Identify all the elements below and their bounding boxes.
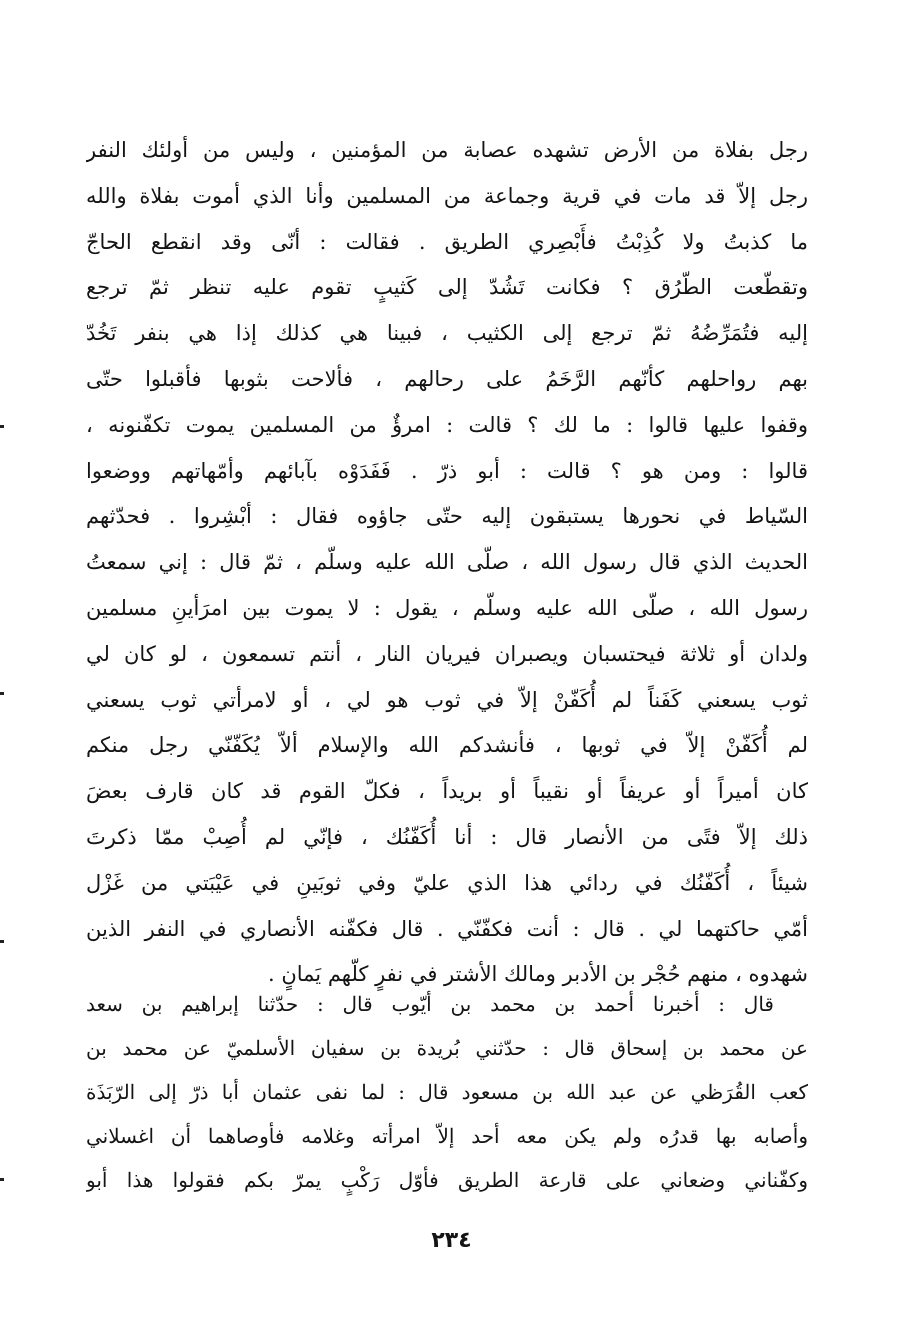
text-line: شهدوه ، منهم حُجْر بن الأدبر ومالك الأشتر في نفرٍ كلّهم يَمانٍ . [267, 962, 808, 987]
paragraph-1 [86, 128, 808, 998]
text-line: بهم رواحلهم كأنّهم الرَّخَمُ على رحالهم ، فألاحت بثوبها فأقبلوا حتّى [86, 366, 808, 391]
text-line: قالوا : ومن هو ؟ قالت : أبو ذرّ . فَفَدَوْه بآبائهم وأمّهاتهم ووضعوا [86, 458, 808, 483]
text-line: أمّي حاكتهما لي . قال : أنت فكفّنّي . قال فكفّنه الأنصاري في النفر الذين [86, 916, 808, 941]
text-line: ثوب يسعني كَفَناً لم أُكَفّنْ إلاّ في ثوب هو لي ، أو لامرأتي ثوب يسعني [86, 687, 808, 712]
paragraph-2 [86, 982, 808, 1202]
text-line: ولدان أو ثلاثة فيحتسبان ويصبران فيريان النار ، أنتم تسمعون ، لو كان لي [86, 641, 808, 666]
scan-margin-mark [0, 1178, 4, 1181]
text-line: ذلك إلاّ فتًى من الأنصار قال : أنا أُكَفّنُك ، فإنّي لم أُصِبْ ممّا ذكرتَ [86, 824, 808, 849]
text-line: كعب القُرَظي عن عبد الله بن مسعود قال : لما نفى عثمان أبا ذرّ إلى الرّبَذَة [86, 1080, 808, 1104]
scan-margin-mark [0, 425, 4, 428]
text-line: وأصابه بها قدرُه ولم يكن معه أحد إلاّ امرأته وغلامه فأوصاهما أن اغسلاني [86, 1124, 808, 1148]
scan-margin-mark [0, 692, 4, 695]
text-line: إليه فتُمَرِّضُهُ ثمّ ترجع إلى الكثيب ، فبينا هي كذلك إذا هي بنفر تَخُدّ [86, 321, 808, 346]
text-line: وكفّناني وضعاني على قارعة الطريق فأوّل رَكْبٍ يمرّ بكم فقولوا هذا أبو [86, 1168, 808, 1192]
text-line: ما كذبتُ ولا كُذِبْتُ فأَبْصِري الطريق . فقالت : أنّى وقد انقطع الحاجّ [86, 229, 808, 254]
text-line: الحديث الذي قال رسول الله ، صلّى الله عليه وسلّم ، ثمّ قال : إني سمعتُ [86, 550, 808, 575]
text-line: رجل إلاّ قد مات في قرية وجماعة من المسلمين وأنا الذي أموت بفلاة والله [86, 183, 808, 208]
text-line: رجل بفلاة من الأرض تشهده عصابة من المؤمنين ، وليس من أولئك النفر [86, 138, 808, 162]
text-line: لم أُكَفّنْ إلاّ في ثوبها ، فأنشدكم الله والإسلام ألاّ يُكَفّنّي رجل منكم [86, 733, 808, 758]
page-number: ٢٣٤ [431, 1228, 472, 1253]
text-line: عن محمد بن إسحاق قال : حدّثني بُريدة بن سفيان الأسلميّ عن محمد بن [86, 1036, 808, 1060]
text-line: السّياط في نحورها يستبقون إليه حتّى جاؤوه فقال : أبْشِروا . فحدّثهم [86, 504, 808, 529]
text-line: شيئاً ، أُكَفّنُك في ردائي هذا الذي عليّ وفي ثوبَينِ في عَيْبَتي من غَزْل [86, 870, 808, 895]
text-line: كان أميراً أو عريفاً أو نقيباً أو بريداً ، فكلّ القوم قد كان قارف بعضَ [86, 779, 808, 804]
text-line: رسول الله ، صلّى الله عليه وسلّم ، يقول : لا يموت بين امرَأينِ مسلمين [86, 595, 808, 620]
text-line: قال : أخبرنا أحمد بن محمد بن أيّوب قال : حدّثنا إبراهيم بن سعد [86, 992, 774, 1016]
scan-margin-mark [0, 940, 4, 943]
text-line: وقفوا عليها قالوا : ما لك ؟ قالت : امرؤٌ من المسلمين يموت تكفّنونه ، [86, 412, 808, 437]
text-line: وتقطّعت الطّرُق ؟ فكانت تَشُدّ إلى كَثيبٍ تقوم عليه تنظر ثمّ ترجع [86, 275, 808, 300]
